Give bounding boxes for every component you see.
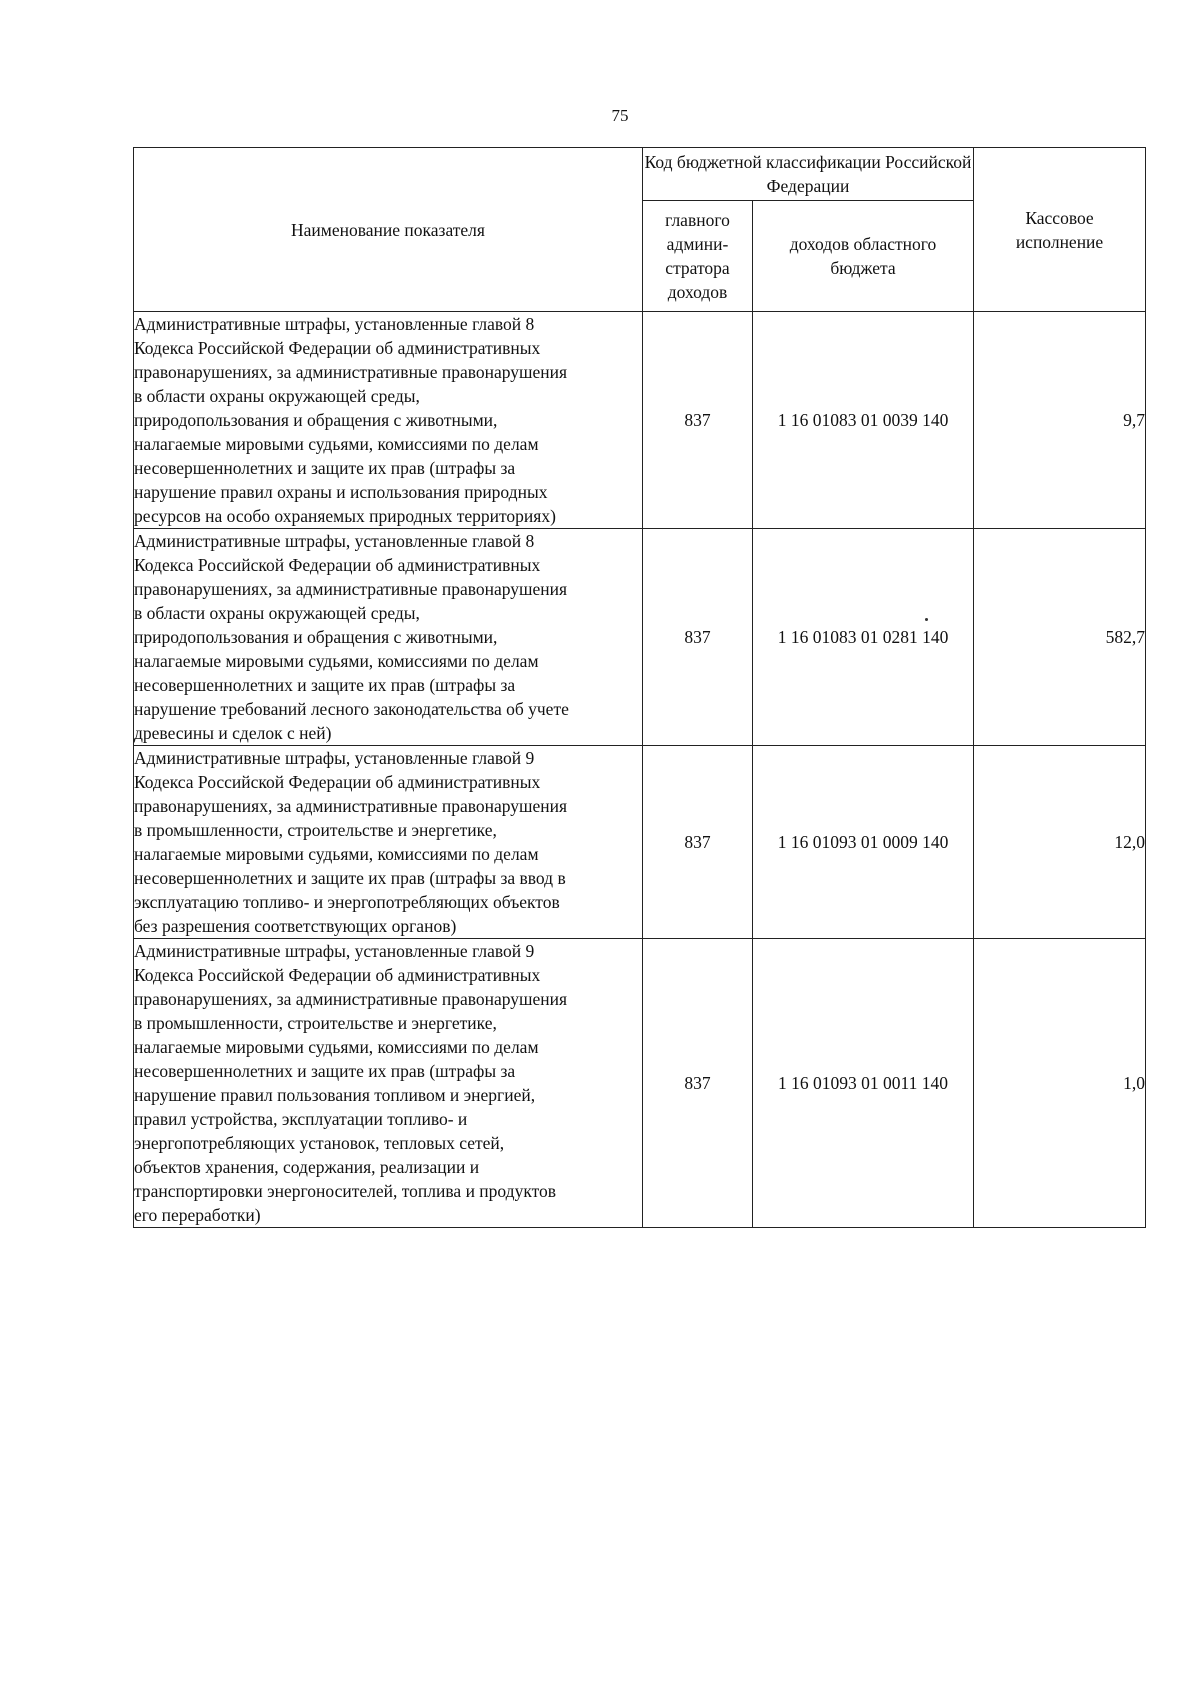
indicator-name-line: правил устройства, эксплуатации топливо- и — [134, 1109, 468, 1129]
header-amount-line: исполнение — [1015, 231, 1104, 252]
indicator-name-line: Кодекса Российской Федерации об административных — [134, 555, 541, 575]
cash-execution-cell: 582,7 — [974, 529, 1146, 746]
budget-revenue-table — [133, 147, 1146, 1228]
indicator-name-line: Кодекса Российской Федерации об административных — [134, 965, 541, 985]
indicator-name-line: налагаемые мировыми судьями, комиссиями по делам — [134, 434, 539, 454]
header-amount-line: Кассовое — [1025, 207, 1094, 228]
indicator-name-line: налагаемые мировыми судьями, комиссиями по делам — [134, 844, 539, 864]
indicator-name-line: несовершеннолетних и защите их прав (штрафы за ввод в — [134, 868, 566, 888]
cash-execution-cell: 1,0 — [974, 939, 1146, 1228]
indicator-name-cell — [134, 746, 643, 939]
indicator-name-line: несовершеннолетних и защите их прав (штрафы за — [134, 1061, 516, 1081]
header-cash-execution — [974, 148, 1146, 312]
header-admin-line: админи- — [666, 234, 729, 254]
administrator-code-cell: 837 — [643, 746, 753, 939]
header-code-group-text: Код бюджетной классификации Российской Федерации — [644, 152, 972, 196]
indicator-name-line: транспортировки энергоносителей, топлива и продуктов — [134, 1181, 557, 1201]
indicator-name-line: в промышленности, строительстве и энергетике, — [134, 820, 497, 840]
indicator-name-line: Административные штрафы, установленные главой 9 — [134, 941, 535, 961]
indicator-name-line: энергопотребляющих установок, тепловых сетей, — [134, 1133, 505, 1153]
indicator-name-line: природопользования и обращения с животными, — [134, 410, 498, 430]
indicator-name-line: правонарушениях, за административные правонарушения — [134, 796, 568, 816]
header-indicator-name: Наименование показателя — [134, 148, 643, 312]
header-regional-budget-revenue — [753, 201, 974, 312]
indicator-name-line: без разрешения соответствующих органов) — [134, 916, 457, 936]
cash-execution-cell: 9,7 — [974, 312, 1146, 529]
indicator-name-line: Административные штрафы, установленные главой 8 — [134, 531, 535, 551]
indicator-name-line: природопользования и обращения с животными, — [134, 627, 498, 647]
indicator-name-cell — [134, 312, 643, 529]
indicator-name-line: Кодекса Российской Федерации об административных — [134, 338, 541, 358]
indicator-name-cell — [134, 529, 643, 746]
header-admin-line: стратора — [665, 258, 730, 278]
indicator-name-line: Административные штрафы, установленные главой 8 — [134, 314, 535, 334]
table-row — [134, 746, 1146, 939]
header-code-line: доходов областного — [789, 234, 937, 254]
indicator-name-line: несовершеннолетних и защите их прав (штрафы за — [134, 458, 516, 478]
header-admin-line: доходов — [667, 282, 728, 302]
revenue-code-cell: 1 16 01083 01 0039 140 — [753, 312, 974, 529]
table-row — [134, 529, 1146, 746]
header-code-line: бюджета — [830, 258, 896, 278]
table-body — [134, 312, 1146, 1228]
revenue-code-cell: 1 16 01093 01 0011 140 — [753, 939, 974, 1228]
indicator-name-line: в области охраны окружающей среды, — [134, 603, 420, 623]
table-row — [134, 312, 1146, 529]
indicator-name-line: Кодекса Российской Федерации об административных — [134, 772, 541, 792]
scan-speck — [925, 618, 928, 621]
indicator-name-line: древесины и сделок с ней) — [134, 723, 332, 743]
indicator-name-line: ресурсов на особо охраняемых природных территориях) — [134, 506, 556, 526]
table-row — [134, 939, 1146, 1228]
indicator-name-line: несовершеннолетних и защите их прав (штрафы за — [134, 675, 516, 695]
administrator-code-cell: 837 — [643, 529, 753, 746]
administrator-code-cell: 837 — [643, 939, 753, 1228]
indicator-name-line: правонарушениях, за административные правонарушения — [134, 579, 568, 599]
indicator-name-line: нарушение правил охраны и использования природных — [134, 482, 548, 502]
indicator-name-line: эксплуатацию топливо- и энергопотребляющих объектов — [134, 892, 560, 912]
indicator-name-line: правонарушениях, за административные правонарушения — [134, 989, 568, 1009]
administrator-code-cell: 837 — [643, 312, 753, 529]
indicator-name-line: нарушение требований лесного законодательства об учете — [134, 699, 569, 719]
header-budget-classification-code — [643, 148, 974, 201]
page-number: 75 — [611, 106, 629, 125]
indicator-name-cell — [134, 939, 643, 1228]
cash-execution-cell: 12,0 — [974, 746, 1146, 939]
indicator-name-line: его переработки) — [134, 1205, 261, 1225]
header-main-administrator — [643, 201, 753, 312]
indicator-name-line: в промышленности, строительстве и энергетике, — [134, 1013, 497, 1033]
indicator-name-line: нарушение правил пользования топливом и энергией, — [134, 1085, 536, 1105]
indicator-name-line: в области охраны окружающей среды, — [134, 386, 420, 406]
indicator-name-line: налагаемые мировыми судьями, комиссиями по делам — [134, 651, 539, 671]
indicator-name-line: объектов хранения, содержания, реализации и — [134, 1157, 480, 1177]
header-admin-line: главного — [665, 210, 730, 230]
indicator-name-line: Административные штрафы, установленные главой 9 — [134, 748, 535, 768]
indicator-name-line: правонарушениях, за административные правонарушения — [134, 362, 568, 382]
revenue-code-cell: 1 16 01083 01 0281 140 — [753, 529, 974, 746]
indicator-name-line: налагаемые мировыми судьями, комиссиями по делам — [134, 1037, 539, 1057]
revenue-code-cell: 1 16 01093 01 0009 140 — [753, 746, 974, 939]
